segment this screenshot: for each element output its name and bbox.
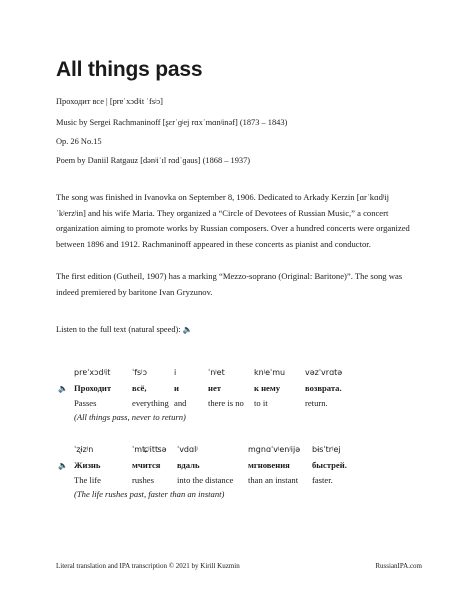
- ipa-word: ˈvdɑlʲ: [177, 445, 198, 454]
- ipa-word: ˈʐɨzʲn: [74, 445, 94, 454]
- russian-word: Жизнь: [74, 460, 101, 470]
- stanza-translation: (All things pass, never to return): [74, 412, 186, 422]
- english-word: there is no: [208, 398, 244, 408]
- ipa-word: vəzˈvrɑtə: [305, 368, 343, 377]
- speaker-icon[interactable]: 🔈: [182, 325, 193, 334]
- english-word: than an instant: [248, 475, 299, 485]
- speaker-icon[interactable]: 🔈: [58, 461, 68, 470]
- ipa-word: mgnɑˈvʲenʲijə: [248, 445, 301, 454]
- english-word: faster.: [312, 475, 333, 485]
- english-word: return.: [305, 398, 328, 408]
- stanza-translation: (The life rushes past, faster than an instant): [74, 489, 225, 499]
- russian-word: Проходит: [74, 383, 112, 393]
- ipa-word: ˈfsʲɔ: [132, 368, 147, 377]
- ipa-word: bɨsˈtrʲej: [312, 445, 341, 454]
- russian-word: к нему: [254, 383, 281, 393]
- poem-credit: Poem by Daniil Ratgauz [dənʲiˈɪl rɑdˈɡaus] (1868 – 1937): [56, 156, 251, 165]
- footer-site[interactable]: RussianIPA.com: [375, 562, 422, 570]
- english-word: everything: [132, 398, 169, 408]
- footer-copyright: Literal translation and IPA transcription © 2021 by Kirill Kuzmin: [56, 562, 240, 570]
- english-word: to it: [254, 398, 268, 408]
- listen-label: Listen to the full text (natural speed):: [56, 325, 181, 334]
- listen-line: [56, 325, 193, 334]
- ipa-word: prɐˈxɔdʲit: [74, 368, 111, 377]
- english-word: The life: [74, 475, 101, 485]
- edition-paragraph: The first edition (Gutheil, 1907) has a marking “Mezzo-soprano (Original: Baritone)”. The song was indeed premiered by baritone Ivan Gryzunov.: [56, 271, 403, 297]
- russian-word: всё,: [132, 383, 147, 393]
- english-word: rushes: [132, 475, 154, 485]
- russian-word: нет: [208, 383, 221, 393]
- page-title: All things pass: [56, 58, 203, 81]
- russian-word: вдаль: [177, 460, 200, 470]
- ipa-word: knʲeˈmu: [254, 368, 286, 377]
- opus-number: Op. 26 No.15: [56, 137, 102, 146]
- history-paragraph: The song was finished in Ivanovka on September 8, 1906. Dedicated to Arkady Kerzin [ɑrˈkɑdʲij ˈkʲerzʲin] and his wife Maria. They organized a “Circle of Devotees of Russian Music,” a concert organization aiming to promote works by Russian composers. Over a hundred concerts were organized between 1896 and 1912. Rachmaninoff appeared in these concerts as pianist and conductor.: [56, 192, 410, 249]
- russian-word: возврата.: [305, 383, 342, 393]
- ipa-word: ˈnʲet: [208, 368, 225, 377]
- ipa-word: i: [174, 368, 177, 377]
- english-word: and: [174, 398, 187, 408]
- russian-word: мчится: [132, 460, 161, 470]
- speaker-icon[interactable]: 🔈: [58, 384, 68, 393]
- russian-word: мгновения: [248, 460, 290, 470]
- russian-word: и: [174, 383, 179, 393]
- ipa-word: ˈmʨʲitʦə: [132, 445, 167, 454]
- russian-word: быстрей.: [312, 460, 347, 470]
- english-word: Passes: [74, 398, 97, 408]
- music-credit: Music by Sergei Rachmaninoff [ʂɛrˈɡʲej rɑxˈmɑnʲinəf] (1873 – 1843): [56, 118, 288, 127]
- english-word: into the distance: [177, 475, 234, 485]
- russian-title: Проходит все | [prɐˈxɔdʲit ˈfsʲɔ]: [56, 97, 163, 106]
